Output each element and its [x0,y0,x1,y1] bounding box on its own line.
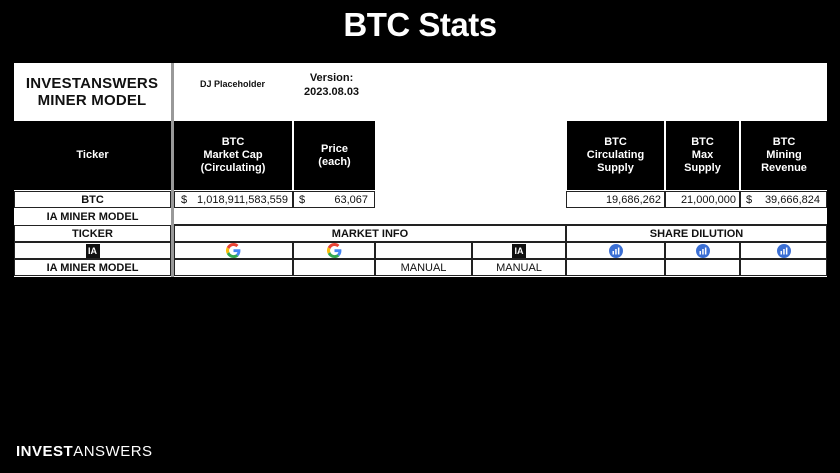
market-cap-value: 1,018,911,583,559 [197,194,288,206]
header-price-line1: Price [321,142,348,155]
google-icon[interactable] [327,243,342,258]
header-market-cap-line3: (Circulating) [200,162,266,174]
header-market-cap-line2: Market Cap [203,149,263,161]
google-link-cell-1[interactable] [174,242,293,259]
header-price-line2: (each) [318,155,351,168]
header-mining-revenue [741,121,827,190]
header-circ-line2: Circulating [586,149,645,161]
google-link-cell-2[interactable] [293,242,375,259]
brand-light: ANSWERS [73,443,153,460]
empty-cell[interactable] [174,259,293,276]
page-title: BTC Stats [343,6,497,43]
header-rev-line1: BTC [772,136,796,148]
cell-mining-revenue[interactable] [740,191,827,208]
placeholder-text: DJ Placeholder [200,79,266,89]
share-dilution-label: SHARE DILUTION [566,225,827,242]
empty-cell[interactable] [665,259,740,276]
ia-miner-model-label: IA MINER MODEL [46,210,139,223]
mining-rev-currency: $ [746,194,753,206]
google-icon[interactable] [226,243,241,258]
header-market-cap-line1: BTC [221,136,245,148]
header-price [294,121,375,190]
brand-bold: INVEST [16,443,74,460]
empty-cell[interactable] [293,259,375,276]
header-max-line1: BTC [691,136,714,148]
empty-cell[interactable] [740,259,827,276]
version-block [304,71,359,99]
mining-rev-value: 39,666,824 [764,194,820,206]
chart-icon[interactable] [696,244,710,258]
ia-link-cell[interactable] [472,242,566,259]
ticker-section-label: TICKER [14,225,171,242]
header-rev-line3: Revenue [761,162,807,174]
circ-supply-value: 19,686,262 [605,194,661,206]
manual-cell-2[interactable]: MANUAL [472,259,566,276]
ticker-icon-cell[interactable] [14,242,171,259]
version-label: Version: [309,72,354,84]
model-title-block [14,63,170,120]
header-max-line2: Max [691,149,714,161]
max-supply-value: 21,000,000 [680,194,736,206]
chart-link-cell-2[interactable] [665,242,740,259]
empty-cell[interactable] [375,242,472,259]
row-ticker-btc[interactable]: BTC [14,191,171,208]
price-currency: $ [299,194,306,206]
header-rev-line2: Mining [766,149,802,161]
cell-price[interactable] [293,191,375,208]
header-circulating-supply [567,121,664,190]
chart-link-cell-3[interactable] [740,242,827,259]
ia-logo-icon: IA [86,244,100,258]
cell-market-cap[interactable] [174,191,293,208]
ia-logo-icon[interactable]: IA [512,244,526,258]
chart-icon[interactable] [609,244,623,258]
model-name-line2: MINER MODEL [37,91,147,109]
chart-icon[interactable] [777,244,791,258]
header-circ-line1: BTC [604,136,627,148]
brand-logo [16,443,153,460]
cell-circulating-supply[interactable] [566,191,665,208]
chart-link-cell-1[interactable] [566,242,665,259]
spreadsheet [14,63,827,277]
header-max-supply [666,121,739,190]
market-cap-currency: $ [181,194,188,206]
model-name-line1: INVESTANSWERS [25,74,159,92]
manual-cell-1[interactable]: MANUAL [375,259,472,276]
cell-max-supply[interactable] [665,191,740,208]
header-max-line3: Supply [684,162,721,174]
header-ticker: Ticker [14,121,171,190]
footer-row-label: IA MINER MODEL [14,259,171,276]
header-market-cap [174,121,292,190]
price-value: 63,067 [334,194,368,206]
empty-cell[interactable] [566,259,665,276]
market-info-label: MARKET INFO [174,225,566,242]
version-value: 2023.08.03 [304,86,360,98]
header-circ-line3: Supply [597,162,634,174]
